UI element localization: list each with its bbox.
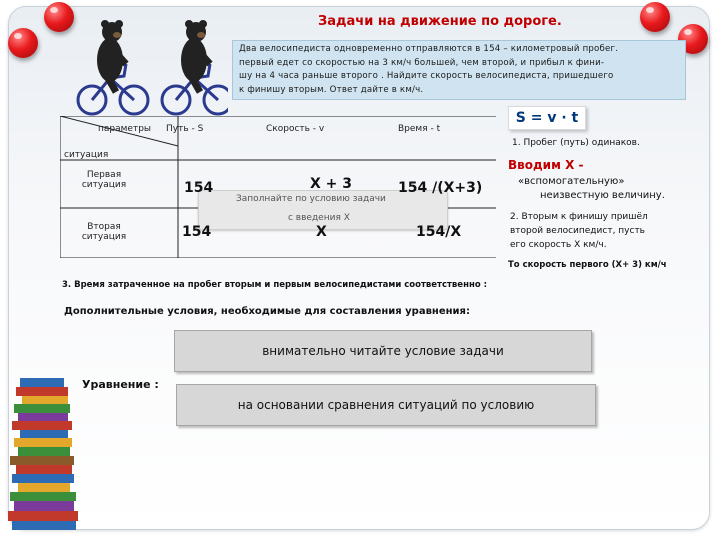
read-carefully-box	[174, 330, 592, 372]
row-label-second: Вторая ситуация	[81, 222, 127, 242]
column-header-speed: Скорость - v	[266, 124, 325, 134]
distance-formula: S = v · t	[508, 106, 586, 130]
note-first-speed: То скорость первого (Х+ 3) км/ч	[508, 260, 667, 270]
read-carefully-text: внимательно читайте условие задачи	[262, 344, 504, 358]
fill-hint-line1: Заполнайте по условию задачи	[236, 194, 386, 204]
second-speed: X	[316, 224, 327, 240]
second-distance: 154	[182, 224, 212, 240]
note-second-line1: 2. Вторым к финишу пришёл	[510, 212, 648, 222]
pushpin-icon	[640, 2, 670, 32]
equation-text: на основании сравнения ситуаций по условию	[237, 398, 535, 412]
note-second-line2: второй велосипедист, пусть	[510, 226, 645, 236]
problem-line: Два велосипедиста одновременно отправляются в 154 – километровый пробег.	[239, 44, 619, 54]
column-header-time: Время - t	[398, 124, 441, 134]
introduce-x-line1: «вспомогательную»	[518, 176, 625, 187]
books-stack-illustration	[8, 378, 84, 530]
row-label-first: Первая ситуация	[81, 170, 127, 190]
problem-line: шу на 4 часа раньше второго . Найдите скорость велосипедиста, пришедшего	[239, 71, 614, 81]
bear-cyclist-right	[162, 20, 228, 114]
conditions-label: Дополнительные условия, необходимые для составления уравнения:	[64, 306, 470, 317]
note-time-spent: 3. Время затраченное на пробег вторым и первым велосипедистами соответственно :	[62, 280, 488, 290]
second-time: 154/X	[416, 224, 462, 240]
note-same-distance: 1. Пробег (путь) одинаков.	[512, 138, 640, 148]
bears-on-bicycles-illustration	[72, 16, 228, 120]
pushpin-icon	[8, 28, 38, 58]
bear-cyclist-left	[78, 20, 148, 114]
page-title: Задачи на движение по дороге.	[318, 14, 562, 29]
first-speed: X + 3	[310, 176, 353, 192]
problem-line: к финишу вторым. Ответ дайте в км/ч.	[239, 84, 424, 95]
table-corner-situation: ситуация	[64, 150, 109, 160]
introduce-x-line2: неизвестную величину.	[540, 190, 665, 201]
first-time: 154 /(X+3)	[398, 180, 483, 196]
problem-statement	[232, 40, 686, 100]
equation-label: Уравнение :	[82, 378, 159, 391]
pushpin-icon	[44, 2, 74, 32]
fill-hint-line2: с введения Х	[288, 213, 350, 223]
problem-line: первый едет со скоростью на 3 км/ч большей, чем второй, и прибыл к фини-	[239, 57, 605, 68]
column-header-distance: Путь - S	[166, 124, 204, 134]
note-second-line3: его скорость Х км/ч.	[510, 240, 607, 250]
equation-box	[176, 384, 596, 426]
first-distance: 154	[184, 180, 214, 196]
table-corner-parameters: параметры	[98, 124, 152, 134]
introduce-x-title: Вводим Х -	[508, 158, 584, 172]
